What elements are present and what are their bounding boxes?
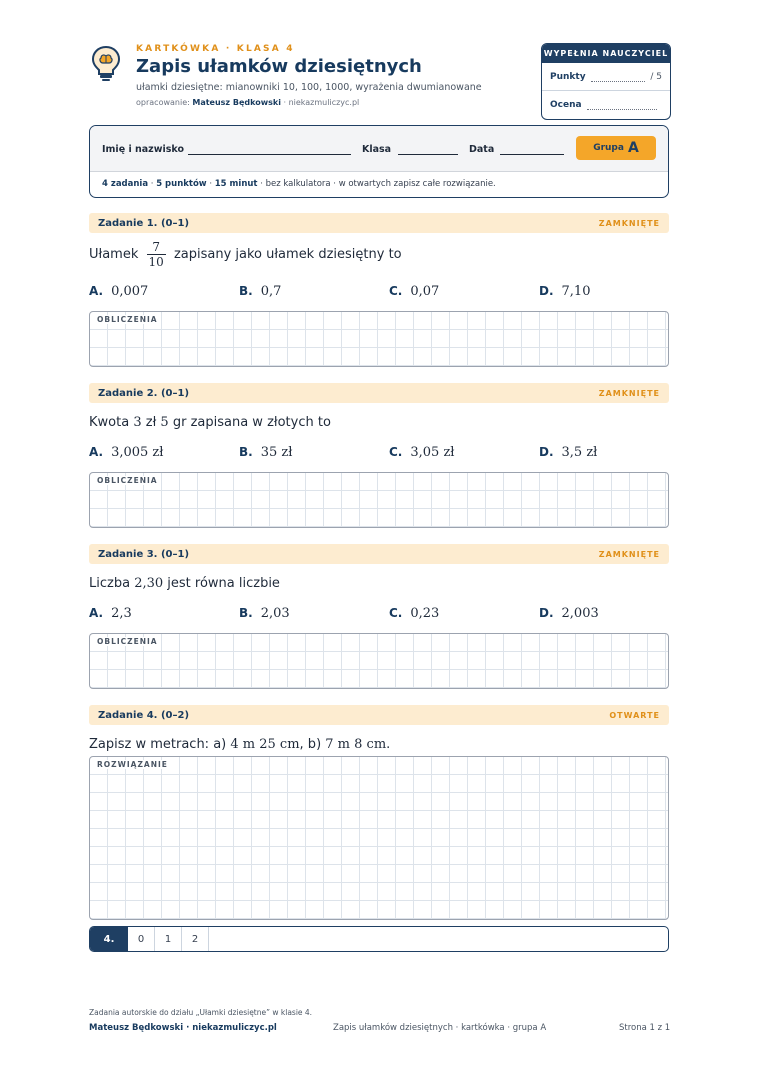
task-3-option-b[interactable] <box>239 606 290 621</box>
task-4-question <box>89 737 390 752</box>
teacher-box <box>541 43 671 120</box>
task-2-work-area[interactable] <box>89 472 669 528</box>
author-site: · niekazmuliczyc.pl <box>283 98 360 107</box>
teacher-box-heading: WYPEŁNIA NAUCZYCIEL <box>542 44 670 63</box>
option-letter: B. <box>239 445 253 459</box>
work-area-label: OBLICZENIA <box>97 315 158 324</box>
option-letter: D. <box>539 284 554 298</box>
option-value: 3,05 zł <box>410 445 455 460</box>
question-text: Zapisz w metrach: a) <box>89 737 227 752</box>
class-field[interactable] <box>398 154 458 155</box>
task-4-header <box>89 705 669 725</box>
question-value: 2,30 <box>134 576 164 591</box>
task-title: Zadanie 3. (0–1) <box>98 548 190 560</box>
task-title: Zadanie 1. (0–1) <box>98 217 190 229</box>
task-type: OTWARTE <box>609 710 660 720</box>
page-title: Zapis ułamków dziesiętnych <box>136 56 422 77</box>
question-text: zł <box>145 415 157 430</box>
option-value: 3,005 zł <box>111 445 164 460</box>
option-value: 7,10 <box>561 284 591 299</box>
grade-field[interactable] <box>587 100 657 110</box>
task-1-option-d[interactable] <box>539 284 590 299</box>
page-subtitle: ułamki dziesiętne: mianowniki 10, 100, 1000, wyrażenia dwumianowane <box>136 82 482 93</box>
group-badge <box>576 136 656 160</box>
footer-page-number: Strona 1 z 1 <box>619 1023 671 1033</box>
option-letter: A. <box>89 606 104 620</box>
student-fields <box>90 126 668 172</box>
task-3-option-d[interactable] <box>539 606 599 621</box>
question-text: . <box>386 737 391 752</box>
grade-label: Ocena <box>550 100 582 110</box>
footer-center: Zapis ułamków dziesiętnych · kartkówka · grupa A <box>333 1023 547 1033</box>
test-info: 4 zadania · 5 punktów · 15 minut · bez kalkulatora · w otwartych zapisz całe rozwiązanie. <box>102 179 496 189</box>
class-label: Klasa <box>362 144 392 155</box>
option-letter: D. <box>539 445 554 459</box>
option-value: 2,003 <box>561 606 599 621</box>
option-value: 0,007 <box>111 284 149 299</box>
question-text: Ułamek <box>89 247 139 262</box>
date-label: Data <box>469 144 495 155</box>
footer-note: Zadania autorskie do działu „Ułamki dziesiętne” w klasie 4. <box>89 1008 313 1017</box>
grade-row <box>542 91 670 119</box>
option-letter: D. <box>539 606 554 620</box>
option-letter: C. <box>389 445 403 459</box>
group-letter: A <box>627 140 639 156</box>
task-2-option-a[interactable] <box>89 445 164 460</box>
task-1-option-a[interactable] <box>89 284 148 299</box>
task-3-header <box>89 544 669 564</box>
task-2-header <box>89 383 669 403</box>
option-letter: C. <box>389 606 403 620</box>
task-3-option-c[interactable] <box>389 606 439 621</box>
task-2-option-c[interactable] <box>389 445 455 460</box>
work-area-label: OBLICZENIA <box>97 476 158 485</box>
author-prefix: opracowanie: <box>136 98 190 107</box>
task-3-question <box>89 576 280 591</box>
lightbulb-brain-icon <box>90 44 122 82</box>
student-box <box>89 125 669 198</box>
question-text: gr zapisana w złotych to <box>172 415 331 430</box>
task-title: Zadanie 4. (0–2) <box>98 709 190 721</box>
option-value: 0,07 <box>410 284 440 299</box>
task-1-option-b[interactable] <box>239 284 281 299</box>
option-value: 3,5 zł <box>561 445 598 460</box>
score-option-2[interactable]: 2 <box>182 927 209 951</box>
task-4-solution-area[interactable] <box>89 756 669 920</box>
task-title: Zadanie 2. (0–1) <box>98 387 190 399</box>
question-value: 5 <box>160 415 169 430</box>
task-4-score-bar <box>89 926 669 952</box>
task-2-option-d[interactable] <box>539 445 597 460</box>
points-max: / 5 <box>650 71 662 82</box>
task-type: ZAMKNIĘTE <box>598 388 660 398</box>
footer-author: Mateusz Będkowski · niekazmuliczyc.pl <box>89 1023 277 1033</box>
points-label: Punkty <box>550 71 586 82</box>
info-time: 15 minut <box>214 179 258 189</box>
score-option-1[interactable]: 1 <box>155 927 182 951</box>
date-field[interactable] <box>500 154 564 155</box>
fraction-numerator: 7 <box>147 240 166 255</box>
score-option-0[interactable]: 0 <box>128 927 155 951</box>
question-value: 7 m 8 cm <box>325 737 387 752</box>
task-1-question <box>89 240 402 269</box>
worksheet-kicker: KARTKÓWKA · KLASA 4 <box>136 44 295 54</box>
fraction-denominator: 10 <box>148 255 164 269</box>
option-letter: B. <box>239 606 253 620</box>
option-value: 35 zł <box>260 445 293 460</box>
task-1-work-area[interactable] <box>89 311 669 367</box>
author-line <box>136 98 359 107</box>
author-name: Mateusz Będkowski <box>192 98 281 107</box>
points-field[interactable] <box>591 72 646 82</box>
question-text: Kwota <box>89 415 130 430</box>
fraction <box>147 240 166 269</box>
question-value: 3 <box>133 415 142 430</box>
option-value: 2,3 <box>111 606 132 621</box>
question-text: zapisany jako ułamek dziesiętny to <box>173 247 402 262</box>
name-label: Imię i nazwisko <box>102 144 184 155</box>
name-field[interactable] <box>188 154 351 155</box>
option-letter: C. <box>389 284 403 298</box>
group-label: Grupa <box>593 143 624 153</box>
question-text: , b) <box>299 737 322 752</box>
option-value: 2,03 <box>260 606 290 621</box>
work-area-label: ROZWIĄZANIE <box>97 760 168 769</box>
score-task-number: 4. <box>90 927 128 951</box>
task-3-work-area[interactable] <box>89 633 669 689</box>
option-letter: A. <box>89 445 104 459</box>
option-letter: A. <box>89 284 104 298</box>
info-points: 5 punktów <box>156 179 207 189</box>
question-value: 4 m 25 cm <box>230 737 300 752</box>
info-tasks: 4 zadania <box>102 179 149 189</box>
task-type: ZAMKNIĘTE <box>598 549 660 559</box>
info-rest: · bez kalkulatora · w otwartych zapisz całe rozwiązanie. <box>260 179 496 189</box>
question-text: jest równa liczbie <box>167 576 280 591</box>
option-value: 0,7 <box>260 284 282 299</box>
task-type: ZAMKNIĘTE <box>598 218 660 228</box>
points-row <box>542 63 670 91</box>
question-text: Liczba <box>89 576 131 591</box>
task-2-question <box>89 415 331 430</box>
task-3-option-a[interactable] <box>89 606 132 621</box>
task-1-option-c[interactable] <box>389 284 439 299</box>
task-2-option-b[interactable] <box>239 445 292 460</box>
work-area-label: OBLICZENIA <box>97 637 158 646</box>
option-letter: B. <box>239 284 253 298</box>
option-value: 0,23 <box>410 606 440 621</box>
task-1-header <box>89 213 669 233</box>
